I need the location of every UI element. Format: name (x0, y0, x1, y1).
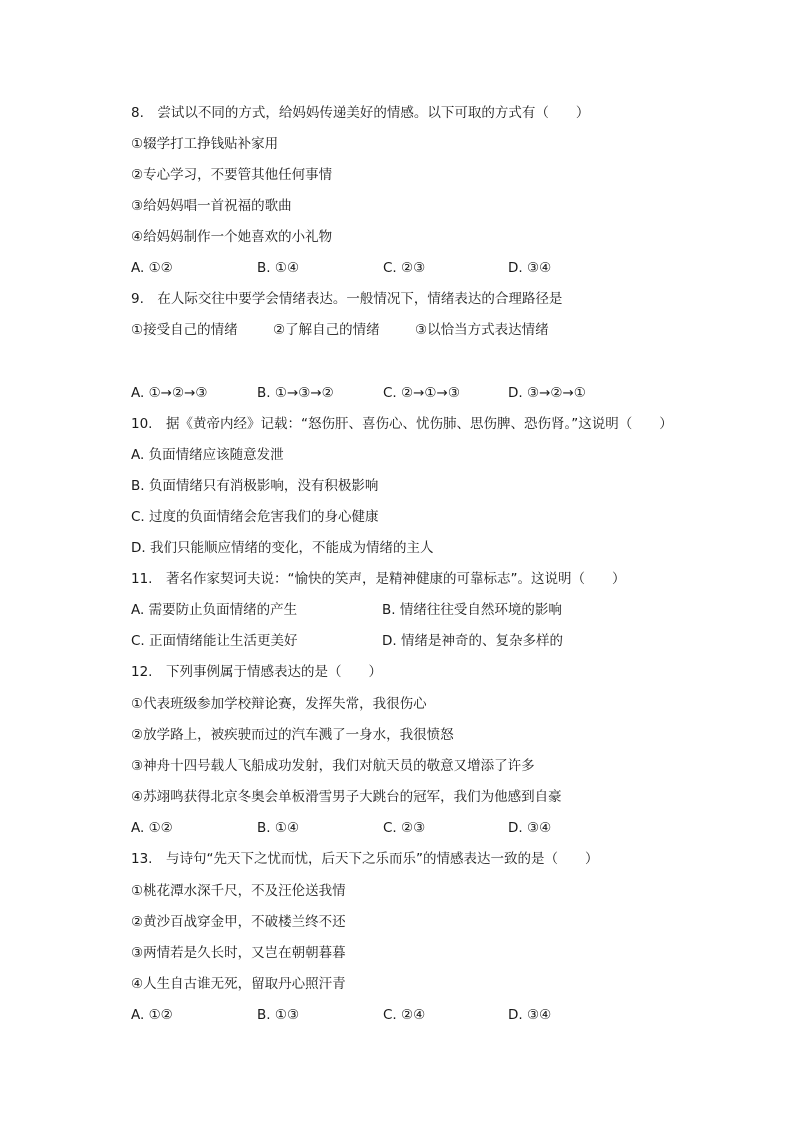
option-b: B. ①④ (257, 820, 300, 836)
option-b: B. ①③ (257, 1007, 300, 1023)
question-8-item-2: ②专心学习，不要管其他任何事情 (131, 167, 333, 183)
option-a: A. ①② (131, 1007, 173, 1023)
question-12-item-2: ②放学路上，被疾驶而过的汽车溅了一身水，我很愤怒 (131, 727, 454, 743)
option-d: D. ③→②→① (508, 385, 586, 401)
option-a: A. ①② (131, 260, 173, 276)
question-10-option-a: A. 负面情绪应该随意发泄 (131, 447, 284, 463)
option-d: D. 情绪是神奇的、复杂多样的 (382, 633, 563, 649)
option-d: D. ③④ (508, 1007, 552, 1023)
option-d: D. ③④ (508, 260, 552, 276)
question-9-stem: 9. 在人际交往中要学会情绪表达。一般情况下，情绪表达的合理路径是 (131, 291, 563, 307)
option-a: A. ①→②→③ (131, 385, 208, 401)
question-9-choice-2: ②了解自己的情绪 (273, 322, 380, 338)
question-8-item-4: ④给妈妈制作一个她喜欢的小礼物 (131, 229, 333, 245)
question-13-item-2: ②黄沙百战穿金甲，不破楼兰终不还 (131, 914, 346, 930)
option-a: A. ①② (131, 820, 173, 836)
question-12-item-4: ④苏翊鸣获得北京冬奥会单板滑雪男子大跳台的冠军，我们为他感到自豪 (131, 789, 562, 805)
question-8-item-3: ③给妈妈唱一首祝福的歌曲 (131, 198, 292, 214)
question-10-stem: 10. 据《黄帝内经》记载：“怒伤肝、喜伤心、忧伤肺、思伤脾、恐伤肾。”这说明（ ） (131, 416, 673, 432)
option-c: C. ②④ (383, 1007, 426, 1023)
question-13-item-3: ③两情若是久长时，又岂在朝朝暮暮 (131, 945, 346, 961)
question-12-stem: 12. 下列事例属于情感表达的是（ ） (131, 664, 382, 680)
question-10-option-c: C. 过度的负面情绪会危害我们的身心健康 (131, 509, 379, 525)
question-8-stem: 8. 尝试以不同的方式，给妈妈传递美好的情感。以下可取的方式有（ ） (131, 105, 590, 121)
question-10-option-b: B. 负面情绪只有消极影响，没有积极影响 (131, 478, 379, 494)
option-b: B. 情绪往往受自然环境的影响 (382, 602, 562, 618)
question-13-item-4: ④人生自古谁无死，留取丹心照汗青 (131, 976, 346, 992)
option-d: D. ③④ (508, 820, 552, 836)
option-c: C. 正面情绪能让生活更美好 (131, 633, 298, 649)
question-8-item-1: ①辍学打工挣钱贴补家用 (131, 136, 279, 152)
question-9-choice-3: ③以恰当方式表达情绪 (415, 322, 549, 338)
option-c: C. ②→①→③ (383, 385, 460, 401)
question-9-choice-1: ①接受自己的情绪 (131, 322, 238, 338)
option-a: A. 需要防止负面情绪的产生 (131, 602, 298, 618)
question-12-item-1: ①代表班级参加学校辩论赛，发挥失常，我很伤心 (131, 696, 427, 712)
question-13-stem: 13. 与诗句“先天下之忧而忧，后天下之乐而乐”的情感表达一致的是（ ） (131, 851, 599, 867)
option-b: B. ①→③→② (257, 385, 334, 401)
option-b: B. ①④ (257, 260, 300, 276)
question-11-stem: 11. 著名作家契诃夫说：“愉快的笑声，是精神健康的可靠标志”。这说明（ ） (131, 571, 626, 587)
option-c: C. ②③ (383, 260, 426, 276)
question-13-item-1: ①桃花潭水深千尺，不及汪伦送我情 (131, 883, 346, 899)
question-12-item-3: ③神舟十四号载人飞船成功发射，我们对航天员的敬意又增添了许多 (131, 758, 535, 774)
option-c: C. ②③ (383, 820, 426, 836)
question-10-option-d: D. 我们只能顺应情绪的变化，不能成为情绪的主人 (131, 540, 434, 556)
